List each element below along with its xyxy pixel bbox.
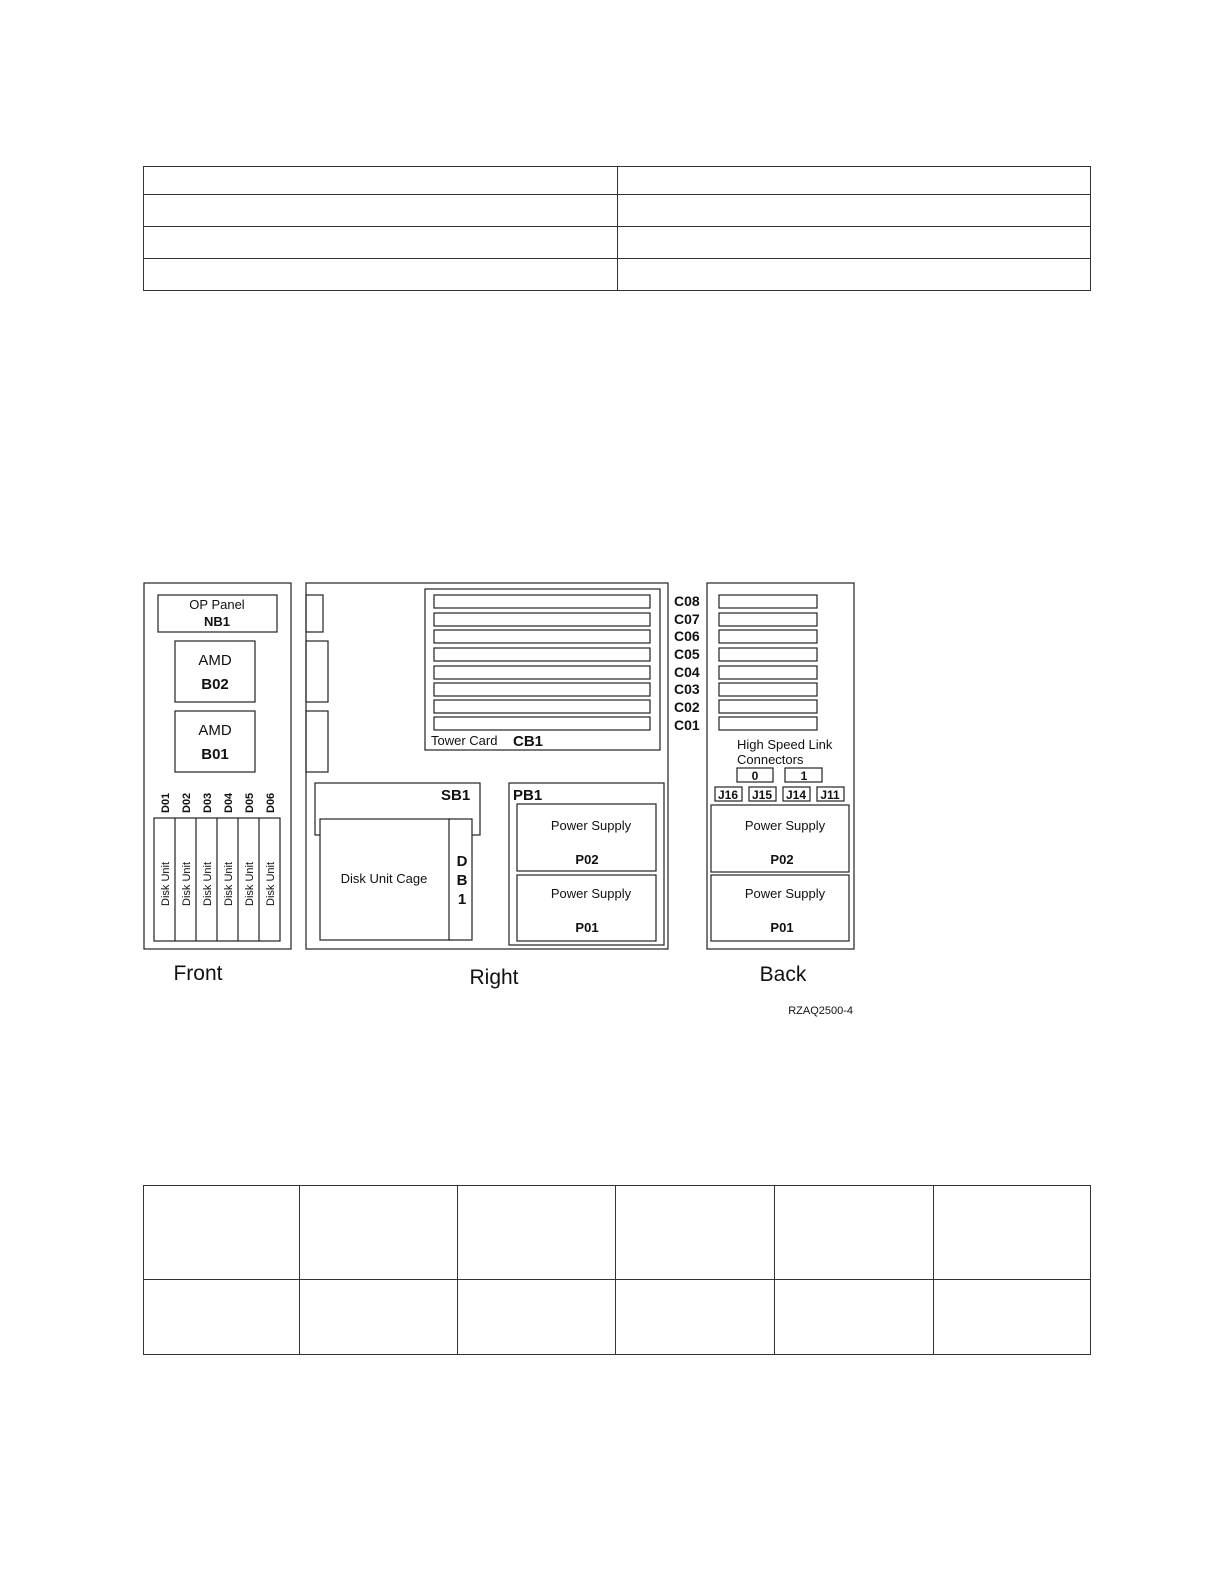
card-slot — [434, 717, 650, 730]
table-cell — [774, 1280, 933, 1355]
back-card-slot — [719, 630, 817, 643]
table-cell — [933, 1186, 1090, 1280]
p02-label: P02 — [770, 852, 794, 867]
hsl-connector-1-label: 1 — [800, 769, 808, 783]
bottom-table — [143, 1185, 1091, 1355]
card-slot-label: C03 — [674, 681, 700, 697]
card-slot-label: C01 — [674, 717, 700, 733]
card-slot — [434, 595, 650, 608]
table-cell — [933, 1280, 1090, 1355]
card-slot-label: C02 — [674, 699, 700, 715]
power-supply-label: Power Supply — [744, 818, 826, 833]
card-slot-label: C04 — [674, 664, 700, 680]
hsl-label: High Speed Link — [737, 737, 833, 752]
tower-card-label: Tower Card — [431, 733, 498, 748]
b01-label: B01 — [201, 746, 229, 763]
disk-unit-label: Disk Unit — [202, 861, 214, 906]
table-cell — [458, 1280, 616, 1355]
back-card-slot — [719, 613, 817, 626]
b02-label: B02 — [201, 676, 229, 693]
front-caption: Front — [173, 962, 223, 985]
j15-label: J15 — [751, 788, 773, 802]
hsl-connector-0-label: 0 — [751, 769, 759, 783]
j11-label: J11 — [820, 788, 840, 802]
p02-label: P02 — [575, 852, 599, 867]
disk-unit-cage-label: Disk Unit Cage — [340, 871, 428, 886]
table-cell — [616, 1186, 774, 1280]
sb1-label: SB1 — [441, 787, 471, 804]
right-caption: Right — [469, 966, 519, 989]
side-tab — [306, 641, 328, 702]
card-slot-label: C06 — [674, 628, 700, 644]
side-tab — [306, 595, 323, 632]
power-supply-label: Power Supply — [550, 886, 632, 901]
power-supply-label: Power Supply — [744, 886, 826, 901]
disk-unit-label: Disk Unit — [181, 861, 193, 906]
nb1-label: NB1 — [203, 614, 231, 629]
back-card-slot — [719, 700, 817, 713]
table-cell — [144, 1280, 300, 1355]
back-card-slot — [719, 666, 817, 679]
side-tab — [306, 711, 328, 772]
card-slot — [434, 613, 650, 626]
disk-unit-label: Disk Unit — [160, 861, 172, 906]
table-cell — [300, 1186, 458, 1280]
table-cell — [458, 1186, 616, 1280]
table-cell — [300, 1280, 458, 1355]
table-cell — [774, 1186, 933, 1280]
back-card-slot — [719, 683, 817, 696]
card-slot-label: C07 — [674, 611, 700, 627]
back-card-slot — [719, 717, 817, 730]
disk-slot-label: D02 — [181, 792, 193, 813]
card-slot-label: C05 — [674, 646, 700, 662]
disk-unit-label: Disk Unit — [244, 861, 256, 906]
card-slot — [434, 700, 650, 713]
db1-label: 1 — [457, 891, 467, 908]
amd-label: AMD — [198, 652, 232, 669]
hsl-label: Connectors — [737, 752, 804, 767]
card-slot-label: C08 — [674, 593, 700, 609]
card-slot — [434, 683, 650, 696]
figure-id: RZAQ2500-4 — [788, 1005, 853, 1017]
card-slot — [434, 648, 650, 661]
op-panel-label: OP Panel — [189, 597, 245, 612]
j16-label: J16 — [717, 788, 739, 802]
table-cell — [616, 1280, 774, 1355]
back-caption: Back — [759, 963, 807, 986]
back-card-slot — [719, 595, 817, 608]
back-card-slot — [719, 648, 817, 661]
disk-slot-label: D05 — [244, 792, 256, 813]
disk-unit-label: Disk Unit — [223, 861, 235, 906]
disk-unit-label: Disk Unit — [265, 861, 277, 906]
disk-slot-label: D06 — [265, 792, 277, 813]
pb1-label: PB1 — [513, 787, 543, 804]
card-slot — [434, 666, 650, 679]
disk-slot-label: D04 — [223, 792, 235, 813]
j14-label: J14 — [785, 788, 807, 802]
db1-label: B — [456, 872, 468, 889]
cb1-label: CB1 — [513, 733, 544, 750]
disk-slot-label: D01 — [160, 792, 172, 813]
card-slot — [434, 630, 650, 643]
disk-slot-label: D03 — [202, 792, 214, 813]
p01-label: P01 — [575, 920, 599, 935]
db1-label: D — [456, 853, 468, 870]
p01-label: P01 — [770, 920, 794, 935]
table-cell — [144, 1186, 300, 1280]
amd-label: AMD — [198, 722, 232, 739]
power-supply-label: Power Supply — [550, 818, 632, 833]
